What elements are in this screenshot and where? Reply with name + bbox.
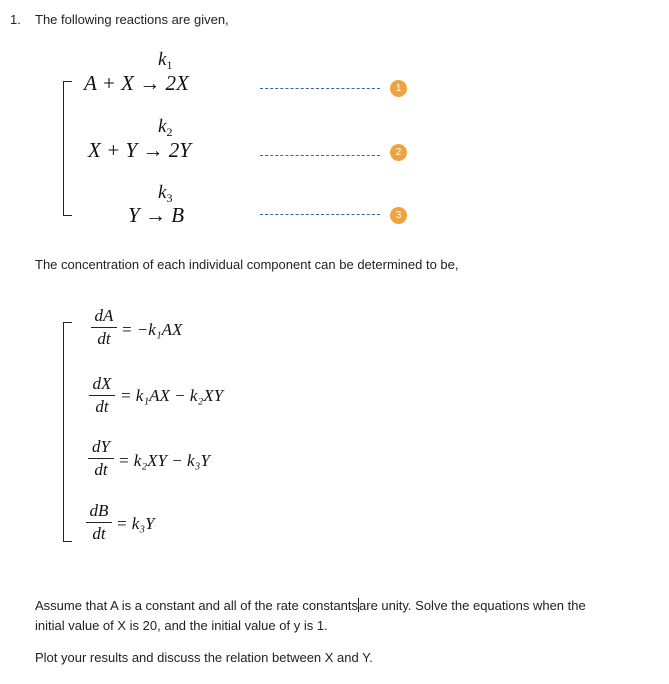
question-number: 1. (10, 12, 21, 27)
concentration-text: The concentration of each individual component can be determined to be, (35, 257, 459, 272)
equation-4-fraction (86, 502, 112, 543)
equation-2-denominator: dt (95, 397, 109, 416)
reaction-1-rhs: 2X (165, 71, 189, 95)
intro-text: The following reactions are given, (35, 12, 229, 27)
equation-2-fraction (89, 375, 115, 416)
reaction-2 (88, 138, 191, 162)
equation-2-rhs: = k₁AX − k₂XY (120, 386, 224, 405)
assumption-text[interactable] (35, 597, 586, 615)
dashed-leader-3 (260, 214, 380, 215)
equation-1-numerator: dA (91, 307, 117, 328)
arrow-icon: → (139, 71, 161, 95)
dashed-leader-2 (260, 155, 380, 156)
reaction-1 (84, 71, 189, 95)
assumption-text-part1: Assume that A is a constant and all of the rate constants (35, 598, 359, 613)
equation-4-rhs: = k₃Y (116, 514, 155, 533)
rate-constant-k1: $k_1$ (158, 49, 173, 72)
assumption-text-part2: are unity. Solve the equations when the (359, 598, 586, 613)
equation-3-numerator: dY (88, 438, 114, 459)
reaction-marker-2: 2 (390, 144, 407, 161)
reaction-2-rhs: 2Y (168, 138, 191, 162)
reaction-bracket (63, 81, 72, 216)
arrow-icon: → (144, 203, 166, 227)
reaction-1-lhs: A + X (84, 71, 134, 95)
reaction-marker-3: 3 (390, 207, 407, 224)
equation-3-fraction (88, 438, 114, 479)
equation-1-rhs: = −k₁AX (121, 320, 183, 339)
arrow-icon: → (142, 138, 164, 162)
reaction-3 (128, 203, 184, 227)
equation-4-numerator: dB (86, 502, 112, 523)
reaction-marker-1: 1 (390, 80, 407, 97)
equation-4-denominator: dt (92, 524, 106, 543)
rate-constant-k3: $k_3$ (158, 182, 173, 205)
equation-3-denominator: dt (94, 460, 108, 479)
equation-bracket (63, 322, 72, 542)
reaction-3-rhs: B (171, 203, 185, 227)
dashed-leader-1 (260, 88, 380, 89)
initial-values-text: initial value of X is 20, and the initial value of y is 1. (35, 618, 328, 633)
plot-instruction-text: Plot your results and discuss the relation between X and Y. (35, 650, 373, 665)
equation-1-denominator: dt (97, 329, 111, 348)
equation-3-rhs: = k₂XY − k₃Y (118, 451, 210, 470)
equation-1-fraction (91, 307, 117, 348)
rate-constant-k2: $k_2$ (158, 116, 173, 139)
reaction-2-lhs: X + Y (88, 138, 138, 162)
equation-2-numerator: dX (89, 375, 115, 396)
reaction-3-lhs: Y (128, 203, 140, 227)
